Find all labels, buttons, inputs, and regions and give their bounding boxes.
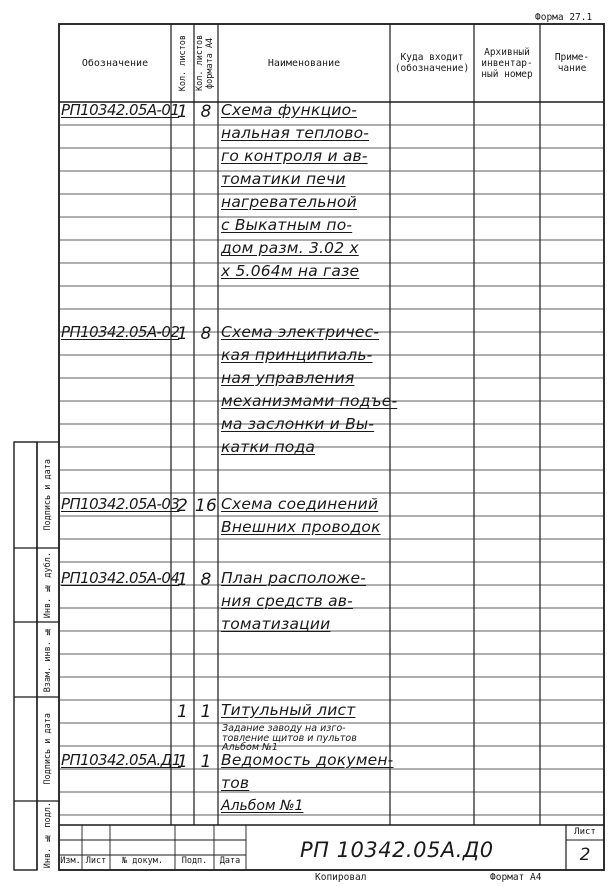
- entry-name-line: х 5.064м на газе: [221, 262, 360, 280]
- entry-name-line: механизмами подъе-: [221, 392, 398, 410]
- form-label: Форма 27.1: [535, 12, 593, 23]
- header-designation: Обозначение: [81, 57, 149, 69]
- side-label-inv-original: Инв. № подл.: [43, 802, 53, 869]
- title-page-note: [222, 724, 357, 753]
- entry-a4-sheets: 16: [194, 496, 218, 516]
- header-sheet-count-cell: [171, 24, 194, 102]
- entry-name-line: Титульный лист: [221, 701, 356, 719]
- entry-designation: РП10342.05А.Д1: [61, 751, 181, 769]
- stamp-col-signature: Подп.: [181, 856, 208, 866]
- header-where-used: Куда входит (обозначение): [394, 52, 470, 74]
- side-label-cell: [37, 548, 59, 622]
- side-label-signature-date: Подпись и дата: [43, 713, 53, 785]
- entry-name-line: дом разм. 3.02 х: [221, 239, 359, 257]
- entry-a4-sheets: 8: [200, 102, 212, 122]
- entry-name-line: Схема электричес-: [221, 323, 380, 341]
- entry-name-line: томатизации: [221, 615, 331, 633]
- entry-name-line: Схема соединений: [221, 495, 379, 513]
- side-label-cell: [37, 442, 59, 548]
- title-page-note-line: Задание заводу на изго-: [222, 723, 346, 734]
- entry-sheets: 1: [176, 752, 189, 772]
- header-sheet-count: Кол. листов: [177, 34, 188, 92]
- side-label-cell: [37, 622, 59, 697]
- footer-copied: Копировал: [315, 872, 367, 883]
- entry-designation: РП10342.05А-04: [61, 569, 180, 587]
- entry-name-line: Ведомость докумен-: [221, 751, 394, 769]
- entry-name-line: тов: [221, 774, 250, 792]
- title-page-note-line: Альбом №1: [222, 742, 278, 753]
- entry-name-line: План расположе-: [221, 569, 367, 587]
- side-label-cell: [37, 801, 59, 870]
- entry-sheets: 1: [176, 102, 189, 122]
- entry-sheets: 1: [176, 324, 189, 344]
- stamp-col-change: Изм.: [60, 856, 81, 866]
- footer-format: Формат А4: [490, 872, 542, 883]
- entry-designation: РП10342.05А-03: [61, 495, 180, 513]
- album-label: Альбом №1: [221, 798, 304, 814]
- side-label-replaces-inv: Взам. инв. №: [43, 626, 53, 693]
- entry-name-line: катки пода: [221, 438, 316, 456]
- header-a4-sheets: Кол. листов формата А4: [195, 34, 215, 92]
- entry-a4-sheets: 1: [200, 702, 212, 722]
- entry-name-line: ная управления: [221, 369, 355, 387]
- entry-name-line: томатики печи: [221, 170, 346, 188]
- stamp-doc-code: РП 10342.05А.Д0: [300, 838, 494, 862]
- stamp-col-date: Дата: [219, 856, 241, 866]
- entry-name-line: Внешних проводок: [221, 518, 381, 536]
- entry-a4-sheets: 1: [200, 752, 212, 772]
- stamp-col-sheet: Лист: [85, 856, 107, 866]
- entry-name-line: с Выкатным по-: [221, 216, 353, 234]
- entry-name-line: нагревательной: [221, 193, 357, 211]
- entry-name-line: нальная теплово-: [221, 124, 370, 142]
- header-name: Наименование: [267, 57, 341, 69]
- entry-sheets: 1: [176, 570, 189, 590]
- entry-name-line: ма заслонки и Вы-: [221, 415, 375, 433]
- side-label-cell: [37, 697, 59, 801]
- header-note: Приме-чание: [554, 52, 590, 74]
- header-archive-number: Архивный инвентар-ный номер: [481, 46, 533, 80]
- stamp-sheet-number: 2: [579, 845, 591, 865]
- entry-name-line: Схема функцио-: [221, 101, 358, 119]
- entry-sheets: 1: [176, 702, 189, 722]
- side-label-signature-date-2: Подпись и дата: [43, 459, 53, 531]
- entry-designation: РП10342.05А-01: [61, 101, 180, 119]
- entry-sheets: 2: [176, 496, 189, 516]
- entry-a4-sheets: 8: [200, 324, 212, 344]
- header-a4-cell: [194, 24, 218, 102]
- entry-name-line: го контроля и ав-: [221, 147, 368, 165]
- side-label-inv-duplicate: Инв. № дубл.: [43, 551, 53, 619]
- entry-name-line: кая принципиаль-: [221, 346, 373, 364]
- title-page-note-line: товление щитов и пультов: [222, 732, 357, 744]
- entry-name-line: ния средств ав-: [221, 592, 353, 610]
- entry-designation: РП10342.05А-02: [61, 323, 180, 341]
- entry-a4-sheets: 8: [200, 570, 212, 590]
- stamp-sheet-label: Лист: [574, 827, 596, 837]
- stamp-col-doc-no: № докум.: [122, 856, 163, 866]
